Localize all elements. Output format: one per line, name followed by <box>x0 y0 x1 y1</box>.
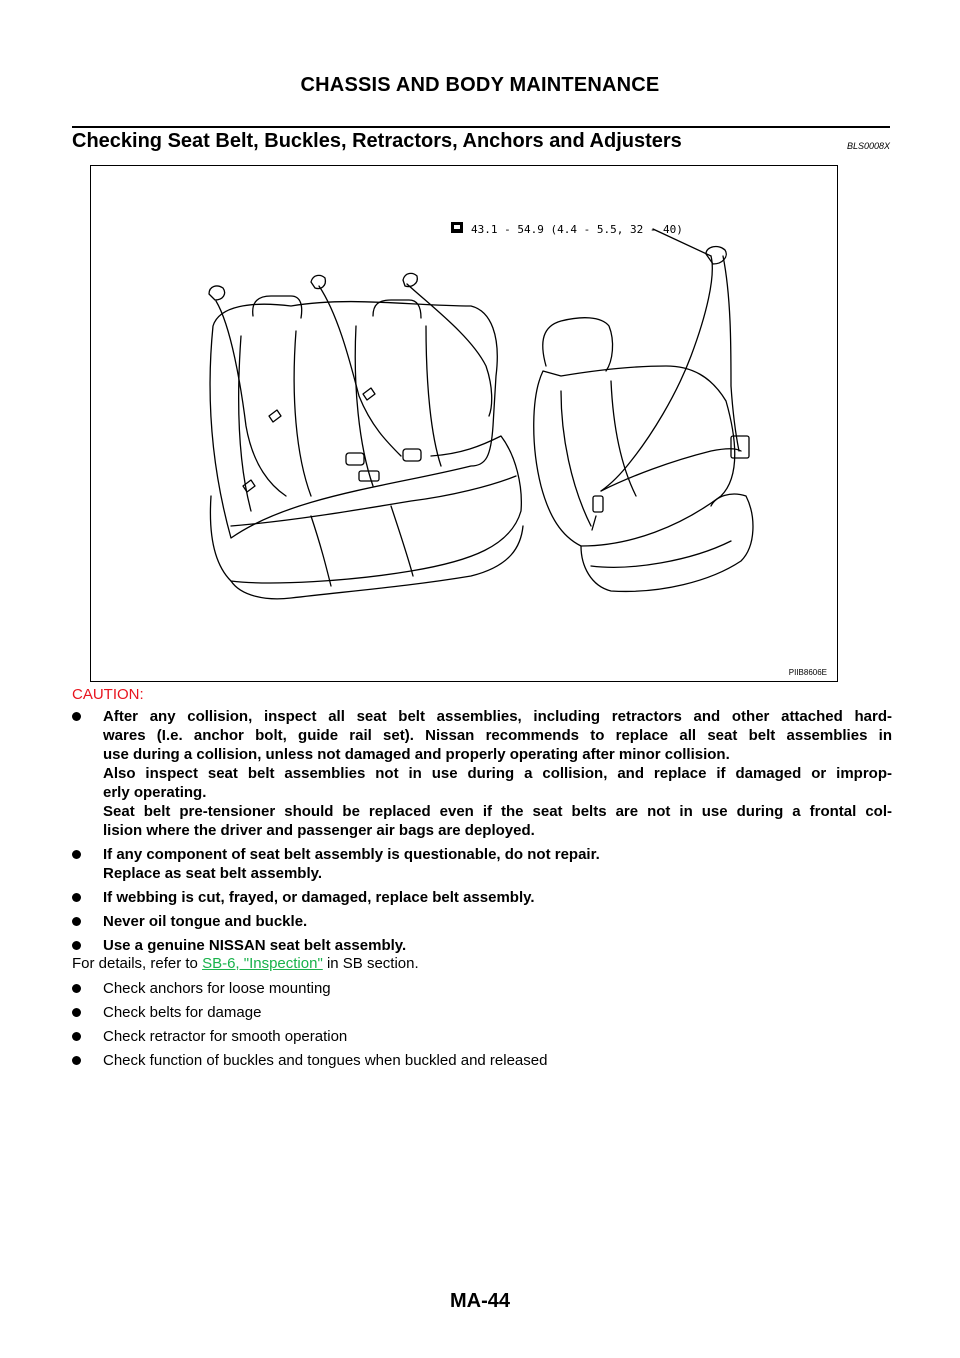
caution-item <box>72 707 892 840</box>
bullet-dot <box>72 712 81 721</box>
bullet-dot <box>72 893 81 902</box>
caution-line: If any component of seat belt assembly is questionable, do not repair. <box>103 846 600 863</box>
bullet-dot <box>72 984 81 993</box>
check-item <box>72 1003 892 1022</box>
caution-line: Use a genuine NISSAN seat belt assembly. <box>103 937 407 954</box>
caution-line: wares (I.e. anchor bolt, guide rail set). Nissan recommends to replace all seat belt assemblies in <box>103 727 892 744</box>
caution-line: lision where the driver and passenger air bags are deployed. <box>103 822 535 839</box>
bullet-dot <box>72 917 81 926</box>
bullet-dot <box>72 941 81 950</box>
details-suffix: in SB section. <box>322 955 419 972</box>
check-text: Check retractor for smooth operation <box>103 1028 348 1045</box>
seat-belt-figure <box>90 165 838 682</box>
caution-label: CAUTION: <box>72 686 144 703</box>
bullet-dot <box>72 1008 81 1017</box>
rear-bench-seat <box>209 273 523 598</box>
section-title: Checking Seat Belt, Buckles, Retractors, Anchors and Adjusters <box>72 130 682 152</box>
caution-item <box>72 845 892 883</box>
torque-spec-label: 43.1 - 54.9 (4.4 - 5.5, 32 - 40) <box>471 223 683 236</box>
caution-line: use during a collision, unless not damaged and properly operating after minor collision. <box>103 746 730 763</box>
caution-line: Seat belt pre-tensioner should be replaced even if the seat belts are not in use during a frontal col- <box>103 803 892 820</box>
check-item <box>72 1051 892 1070</box>
caution-list <box>72 707 892 960</box>
figure-code: PIIB8606E <box>788 668 827 677</box>
bullet-dot <box>72 1056 81 1065</box>
details-line <box>72 955 419 972</box>
section-code: BLS0008X <box>846 141 890 151</box>
torque-wrench-icon <box>451 222 463 233</box>
caution-line: After any collision, inspect all seat belt assemblies, including retractors and other attached hard- <box>103 708 892 725</box>
caution-line: If webbing is cut, frayed, or damaged, replace belt assembly. <box>103 889 535 906</box>
sb-inspection-link[interactable]: SB-6, "Inspection" <box>202 955 323 972</box>
page-header-title: CHASSIS AND BODY MAINTENANCE <box>300 74 660 96</box>
front-bucket-seat <box>534 247 753 592</box>
details-prefix: For details, refer to <box>72 955 203 972</box>
check-item <box>72 979 892 998</box>
check-text: Check function of buckles and tongues when buckled and released <box>103 1052 548 1069</box>
caution-line: Replace as seat belt assembly. <box>103 865 323 882</box>
caution-line: Also inspect seat belt assemblies not in use during a collision, and replace if damaged or improp- <box>103 765 892 782</box>
caution-line: erly operating. <box>103 784 207 801</box>
check-list <box>72 979 892 1075</box>
page-number: MA-44 <box>449 1290 510 1312</box>
section-title-row <box>72 126 890 160</box>
caution-item <box>72 912 892 931</box>
caution-item <box>72 888 892 907</box>
bullet-dot <box>72 1032 81 1041</box>
check-text: Check belts for damage <box>103 1004 262 1021</box>
bullet-dot <box>72 850 81 859</box>
caution-item <box>72 936 892 955</box>
caution-line: Never oil tongue and buckle. <box>103 913 308 930</box>
check-text: Check anchors for loose mounting <box>103 980 331 997</box>
check-item <box>72 1027 892 1046</box>
seat-belt-illustration <box>91 166 837 681</box>
